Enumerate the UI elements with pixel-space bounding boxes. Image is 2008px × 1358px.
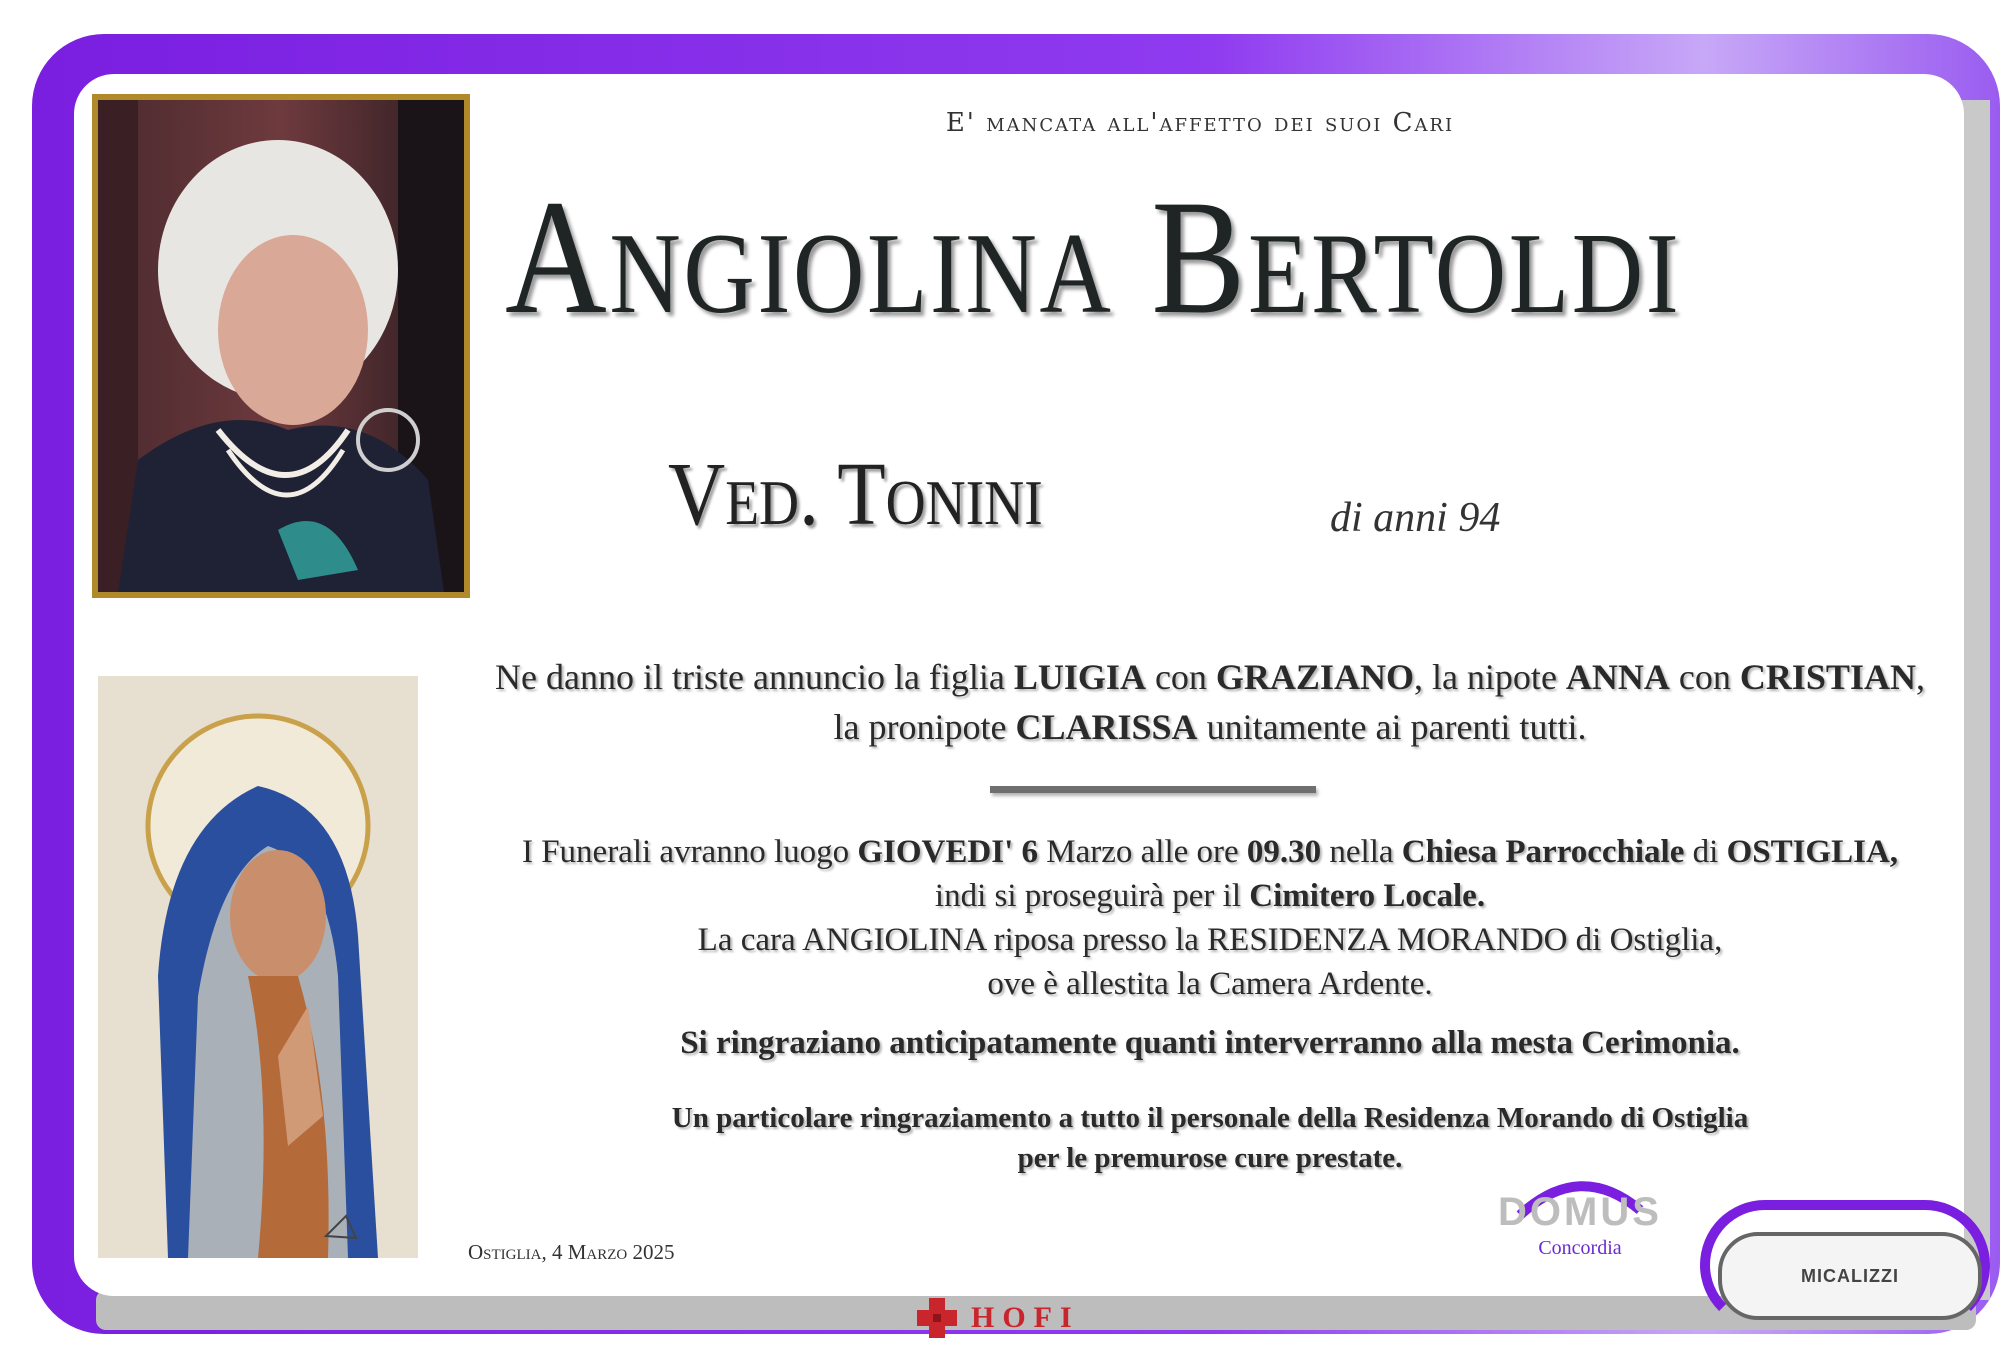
deceased-name: Angiolina Bertoldi — [505, 167, 1682, 348]
hofi-logo — [915, 1296, 1080, 1340]
special-thanks — [460, 1098, 1960, 1178]
announcement-paragraph — [460, 652, 1960, 752]
special-thanks-line1: Un particolare ringraziamento a tutto il personale della Residenza Morando di Ostiglia — [671, 1102, 1749, 1134]
hofi-logo-text: HOFI — [971, 1301, 1080, 1334]
text: con — [1145, 657, 1216, 697]
resting-place-line: La cara ANGIOLINA riposa presso la RESIDENZA MORANDO di Ostiglia, — [697, 922, 1723, 958]
domus-logo-text: DOMUS — [1498, 1190, 1662, 1234]
frame-shadow-right — [1960, 100, 1990, 1300]
relative-name: LUIGIA — [1013, 657, 1146, 697]
place-date: Ostiglia, 4 Marzo 2025 — [468, 1240, 675, 1264]
text: I Funerali avranno luogo — [521, 834, 858, 870]
text: , — [1915, 657, 1925, 697]
text: Marzo alle ore — [1038, 834, 1247, 870]
text: Ne danno il triste annuncio la figlia — [495, 657, 1014, 697]
portrait-photo — [92, 94, 470, 598]
madonna-mosaic-image — [98, 676, 418, 1258]
domus-logo-subtitle: Concordia — [1538, 1237, 1622, 1259]
relative-name: CRISTIAN — [1739, 657, 1916, 697]
chapel-line: ove è allestita la Camera Ardente. — [987, 966, 1433, 1002]
town-name: OSTIGLIA, — [1726, 834, 1899, 870]
oval-logo: MICALIZZI — [1718, 1232, 1982, 1320]
age: di anni 94 — [1330, 495, 1501, 541]
text: , la nipote — [1413, 657, 1566, 697]
intro-line: E' mancata all'affetto dei suoi Cari — [945, 108, 1455, 138]
text: con — [1669, 657, 1740, 697]
divider — [990, 786, 1316, 793]
domus-logo — [1490, 1190, 1670, 1260]
cemetery-name: Cimitero Locale. — [1249, 878, 1486, 914]
funeral-time: 09.30 — [1246, 834, 1322, 870]
text: di — [1684, 834, 1727, 870]
madonna-illustration — [98, 676, 418, 1258]
funeral-details — [460, 830, 1960, 1006]
text: unitamente ai parenti tutti. — [1197, 707, 1587, 747]
funeral-day: GIOVEDI' 6 — [857, 834, 1038, 870]
church-name: Chiesa Parrocchiale — [1401, 834, 1685, 870]
widow-of: Ved. Tonini — [668, 445, 1043, 544]
text: indi si proseguirà per il — [934, 878, 1250, 914]
relative-name: GRAZIANO — [1215, 657, 1414, 697]
thanks-line: Si ringraziano anticipatamente quanti interverranno alla mesta Cerimonia. — [680, 1025, 1740, 1061]
relative-name: ANNA — [1565, 657, 1670, 697]
relative-name: CLARISSA — [1015, 707, 1198, 747]
text: nella — [1321, 834, 1402, 870]
special-thanks-line2: per le premurose cure prestate. — [1017, 1142, 1403, 1174]
hofi-cross-icon — [915, 1296, 959, 1340]
text: la pronipote — [833, 707, 1016, 747]
portrait-illustration — [98, 100, 464, 592]
